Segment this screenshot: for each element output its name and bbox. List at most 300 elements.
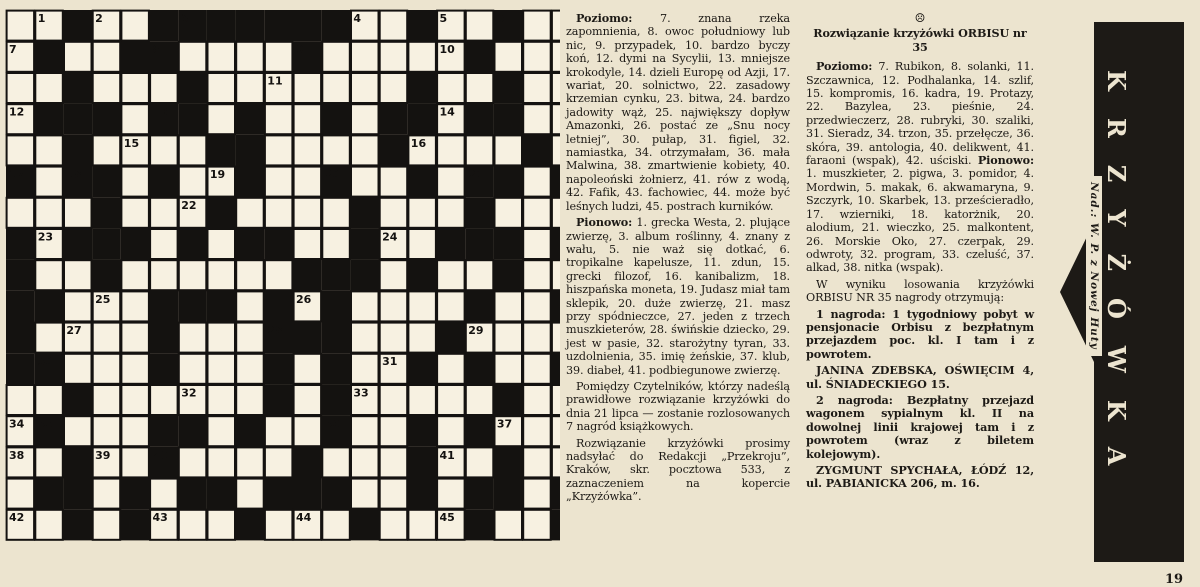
grid-cell[interactable] xyxy=(150,385,178,415)
black-cell xyxy=(63,509,92,540)
grid-cell[interactable] xyxy=(437,416,465,446)
black-cell xyxy=(494,260,523,291)
grid-cell[interactable] xyxy=(64,260,92,290)
grid-cell[interactable] xyxy=(121,354,148,384)
black-cell xyxy=(322,10,351,41)
black-cell xyxy=(494,447,523,478)
grid-cell[interactable] xyxy=(322,135,350,165)
grid-cell[interactable] xyxy=(93,73,121,103)
black-cell xyxy=(207,197,236,228)
grid-cell[interactable] xyxy=(35,510,63,540)
grid-cell[interactable] xyxy=(236,447,264,477)
crossword-grid xyxy=(0,0,560,584)
grid-cell[interactable] xyxy=(466,73,494,103)
grid-cell[interactable] xyxy=(552,416,560,446)
black-cell xyxy=(121,478,150,509)
grid-cell[interactable] xyxy=(121,291,148,321)
grid-cell[interactable] xyxy=(121,416,148,446)
black-cell xyxy=(63,384,92,415)
grid-cell[interactable] xyxy=(495,323,523,353)
black-cell xyxy=(236,104,265,135)
grid-cell[interactable] xyxy=(495,135,523,165)
grid-cell[interactable] xyxy=(7,479,34,509)
grid-cell[interactable] xyxy=(93,354,121,384)
clue-number: 24 xyxy=(382,230,398,244)
clue-number: 28 xyxy=(267,324,283,337)
black-cell xyxy=(408,260,437,291)
winner-2: ZYGMUNT SPYCHAŁA, ŁÓDŹ 12, ul. PABIANICKA 206, m. 16. xyxy=(806,463,1034,491)
grid-cell[interactable] xyxy=(179,323,207,353)
black-cell xyxy=(35,291,64,322)
grid-cell[interactable] xyxy=(351,291,379,321)
grid-cell[interactable] xyxy=(523,104,551,134)
black-cell xyxy=(63,447,92,478)
black-cell xyxy=(236,228,265,259)
black-cell xyxy=(350,509,379,540)
grid-cell[interactable] xyxy=(93,385,121,415)
grid-cell[interactable] xyxy=(466,260,494,290)
clue-number: 42 xyxy=(9,511,25,525)
black-cell xyxy=(494,478,523,509)
grid-cell[interactable] xyxy=(552,104,560,134)
across-label: Poziomo: xyxy=(576,11,633,25)
grid-cell[interactable] xyxy=(7,198,34,228)
grid-cell[interactable] xyxy=(380,198,408,228)
grid-cell[interactable] xyxy=(523,260,551,290)
grid-cell[interactable] xyxy=(150,73,178,103)
black-cell xyxy=(465,41,494,72)
clue-number: 4 xyxy=(353,12,362,25)
grid-cell[interactable] xyxy=(208,260,236,290)
grid-cell[interactable] xyxy=(437,73,465,103)
grid-cell[interactable] xyxy=(121,385,148,415)
grid-cell[interactable] xyxy=(93,135,121,165)
black-cell xyxy=(236,416,265,447)
grid-cell[interactable] xyxy=(380,42,408,72)
grid-cell[interactable] xyxy=(294,385,322,415)
grid-cell[interactable] xyxy=(236,323,264,353)
grid-cell[interactable] xyxy=(150,260,178,290)
grid-cell[interactable] xyxy=(437,479,465,509)
grid-cell[interactable] xyxy=(236,73,264,103)
clue-number: 7 xyxy=(9,43,17,57)
clue-number: 19 xyxy=(209,168,226,181)
grid-cell[interactable] xyxy=(179,167,207,197)
black-cell xyxy=(178,104,207,135)
clue-number: 12 xyxy=(9,105,25,119)
black-cell xyxy=(379,104,408,135)
clue-number: 22 xyxy=(181,199,197,213)
grid-cell[interactable] xyxy=(121,198,148,228)
grid-cell[interactable] xyxy=(179,135,207,165)
grid-cell[interactable] xyxy=(121,447,148,477)
black-cell xyxy=(408,104,437,135)
grid-cell[interactable] xyxy=(236,479,264,509)
grid-cell[interactable] xyxy=(294,229,322,259)
grid-cell[interactable] xyxy=(322,447,350,477)
grid-cell[interactable] xyxy=(380,11,408,41)
grid-cell[interactable] xyxy=(35,198,63,228)
grid-cell[interactable] xyxy=(35,73,63,103)
grid-cell[interactable] xyxy=(265,416,293,446)
grid-cell[interactable] xyxy=(121,323,148,353)
grid-cell[interactable] xyxy=(35,385,63,415)
grid-cell[interactable] xyxy=(380,167,408,197)
black-cell xyxy=(408,72,437,103)
black-cell xyxy=(63,135,92,166)
black-cell xyxy=(293,447,322,478)
grid-cell[interactable] xyxy=(121,73,148,103)
grid-cell[interactable] xyxy=(265,42,293,72)
clue-number: 44 xyxy=(296,511,312,525)
grid-cell[interactable] xyxy=(294,416,322,446)
grid-cell[interactable] xyxy=(552,323,560,353)
grid-cell[interactable] xyxy=(408,42,436,72)
grid-cell[interactable] xyxy=(150,198,178,228)
grid-cell[interactable] xyxy=(380,291,408,321)
grid-cell[interactable] xyxy=(294,135,322,165)
grid-cell[interactable] xyxy=(351,447,379,477)
grid-cell[interactable] xyxy=(351,354,379,384)
black-cell xyxy=(92,166,121,197)
grid-cell[interactable] xyxy=(294,73,322,103)
grid-cell[interactable] xyxy=(322,42,350,72)
grid-cell[interactable] xyxy=(552,447,560,477)
grid-cell[interactable] xyxy=(294,198,322,228)
black-cell xyxy=(236,166,265,197)
grid-cell[interactable] xyxy=(322,510,350,540)
grid-cell[interactable] xyxy=(64,291,92,321)
clue-number: 31 xyxy=(382,355,398,369)
clue-number: 38 xyxy=(9,448,25,462)
grid-cell[interactable] xyxy=(437,135,465,165)
grid-cell[interactable] xyxy=(265,510,293,540)
black-cell xyxy=(523,135,552,166)
grid-cell[interactable] xyxy=(380,479,408,509)
grid-cell[interactable] xyxy=(179,510,207,540)
black-cell xyxy=(121,228,150,259)
black-cell xyxy=(408,10,437,41)
grid-cell[interactable] xyxy=(351,42,379,72)
grid-cell[interactable] xyxy=(495,42,523,72)
grid-cell[interactable] xyxy=(466,447,494,477)
grid-cell[interactable] xyxy=(294,354,322,384)
grid-cell[interactable] xyxy=(265,198,293,228)
grid-cell[interactable] xyxy=(208,42,236,72)
grid-cell[interactable] xyxy=(552,198,560,228)
grid-cell[interactable] xyxy=(495,291,523,321)
grid-cell[interactable] xyxy=(523,323,551,353)
grid-cell[interactable] xyxy=(380,323,408,353)
banner-author: Nad.: W. P. z Nowej Huty xyxy=(1086,176,1102,356)
grid-cell[interactable] xyxy=(552,73,560,103)
grid-cell[interactable] xyxy=(351,104,379,134)
black-cell xyxy=(551,509,560,540)
grid-cell[interactable] xyxy=(121,11,148,41)
grid-cell[interactable] xyxy=(93,479,121,509)
clue-number: 26 xyxy=(296,292,312,306)
black-cell xyxy=(408,166,437,197)
banner-title: KRZYŻÓWKA xyxy=(1102,70,1131,493)
grid-cell[interactable] xyxy=(150,479,178,509)
black-cell xyxy=(63,228,92,259)
grid-cell[interactable] xyxy=(523,385,551,415)
clue-number: 9 xyxy=(296,43,304,57)
black-cell xyxy=(63,104,92,135)
clue-number: 32 xyxy=(181,386,197,400)
black-cell xyxy=(150,10,179,41)
clue-number: 18 xyxy=(66,168,82,181)
clue-number: 34 xyxy=(9,417,25,431)
black-cell xyxy=(551,478,560,509)
grid-cell[interactable] xyxy=(523,198,551,228)
black-cell xyxy=(264,384,293,415)
grid-cell[interactable] xyxy=(322,229,350,259)
grid-cell[interactable] xyxy=(208,354,236,384)
grid-cell[interactable] xyxy=(351,73,379,103)
black-cell xyxy=(494,72,523,103)
black-cell xyxy=(437,322,466,353)
black-cell xyxy=(63,72,92,103)
clue-number: 14 xyxy=(439,105,455,119)
clue-number: 35 xyxy=(37,417,54,431)
black-cell xyxy=(465,478,494,509)
grid-cell[interactable] xyxy=(523,42,551,72)
grid-cell[interactable] xyxy=(93,510,121,540)
grid-cell[interactable] xyxy=(236,42,264,72)
grid-cell[interactable] xyxy=(495,354,523,384)
grid-cell[interactable] xyxy=(208,416,236,446)
grid-cell[interactable] xyxy=(523,354,551,384)
grid-cell[interactable] xyxy=(236,354,264,384)
grid-cell[interactable] xyxy=(236,291,264,321)
solution-title: Rozwiązanie krzyżówki ORBISU nr 35 xyxy=(813,26,1027,54)
grid-cell[interactable] xyxy=(236,260,264,290)
grid-cell[interactable] xyxy=(380,385,408,415)
grid-cell[interactable] xyxy=(179,260,207,290)
black-cell xyxy=(437,228,466,259)
grid-cell[interactable] xyxy=(437,385,465,415)
black-cell xyxy=(207,10,236,41)
black-cell xyxy=(350,228,379,259)
grid-cell[interactable] xyxy=(265,104,293,134)
grid-cell[interactable] xyxy=(64,416,92,446)
grid-cell[interactable] xyxy=(380,416,408,446)
grid-cell[interactable] xyxy=(322,73,350,103)
grid-cell[interactable] xyxy=(437,291,465,321)
grid-cell[interactable] xyxy=(466,135,494,165)
black-cell xyxy=(494,384,523,415)
black-cell xyxy=(178,228,207,259)
grid-cell[interactable] xyxy=(265,167,293,197)
clue-number: 41 xyxy=(439,448,455,462)
grid-cell[interactable] xyxy=(380,260,408,290)
clue-number: 11 xyxy=(267,74,283,88)
grid-cell[interactable] xyxy=(150,229,178,259)
grid-cell[interactable] xyxy=(150,135,178,165)
grid-cell[interactable] xyxy=(265,135,293,165)
grid-cell[interactable] xyxy=(265,260,293,290)
clue-number: 43 xyxy=(152,511,168,525)
grid-cell[interactable] xyxy=(523,229,551,259)
grid-cell[interactable] xyxy=(294,104,322,134)
grid-cell[interactable] xyxy=(523,447,551,477)
grid-cell[interactable] xyxy=(121,104,148,134)
black-cell xyxy=(207,135,236,166)
grid-cell[interactable] xyxy=(552,260,560,290)
grid-cell[interactable] xyxy=(64,354,92,384)
grid-cell[interactable] xyxy=(523,73,551,103)
grid-cell[interactable] xyxy=(552,135,560,165)
grid-cell[interactable] xyxy=(466,11,494,41)
grid-cell[interactable] xyxy=(380,510,408,540)
black-cell xyxy=(322,291,351,322)
black-cell xyxy=(465,509,494,540)
grid-cell[interactable] xyxy=(380,447,408,477)
grid-cell[interactable] xyxy=(35,135,63,165)
grid-cell[interactable] xyxy=(495,510,523,540)
grid-cell[interactable] xyxy=(265,447,293,477)
solution-down-label: Pionowo: xyxy=(977,153,1034,168)
grid-cell[interactable] xyxy=(121,167,148,197)
grid-cell[interactable] xyxy=(64,42,92,72)
grid-cell[interactable] xyxy=(7,385,34,415)
grid-cell[interactable] xyxy=(7,11,34,41)
grid-cell[interactable] xyxy=(408,198,436,228)
grid-cell[interactable] xyxy=(523,11,551,41)
grid-cell[interactable] xyxy=(495,198,523,228)
black-cell xyxy=(465,104,494,135)
emblem-icon: ☹ xyxy=(914,11,926,25)
prize-2: 2 nagroda: Bezpłatny przejazd wagonem sypialnym kl. II na dowolnej linii krajowej tam i z powrotem (wraz z biletem kolejowym). xyxy=(806,392,1034,461)
grid-cell[interactable] xyxy=(208,447,236,477)
grid-cell[interactable] xyxy=(7,73,34,103)
grid-cell[interactable] xyxy=(466,385,494,415)
clue-number: 39 xyxy=(95,448,111,462)
clue-number: 29 xyxy=(468,324,484,337)
page-number: 19 xyxy=(1165,572,1184,587)
grid-cell[interactable] xyxy=(322,198,350,228)
grid-cell[interactable] xyxy=(7,135,34,165)
grid-cell[interactable] xyxy=(552,42,560,72)
grid-cell[interactable] xyxy=(35,323,63,353)
grid-cell[interactable] xyxy=(523,416,551,446)
black-cell xyxy=(178,416,207,447)
grid-cell[interactable] xyxy=(208,323,236,353)
grid-cell[interactable] xyxy=(35,167,63,197)
clue-number: 37 xyxy=(496,417,513,431)
grid-cell[interactable] xyxy=(179,42,207,72)
grid-cell[interactable] xyxy=(523,167,551,197)
grid-cell[interactable] xyxy=(437,167,465,197)
contest-info: Pomiędzy Czytelników, którzy nadeślą prawidłowe rozwiązanie krzyżówki do dnia 21 lipca — zostanie rozlosowanych 7 nagród książkowych. xyxy=(566,379,790,434)
grid-cell[interactable] xyxy=(408,229,436,259)
clue-number: 6 xyxy=(496,12,505,25)
black-cell xyxy=(264,228,293,259)
solution-column xyxy=(806,12,1034,494)
grid-cell[interactable] xyxy=(208,104,236,134)
black-cell xyxy=(379,135,408,166)
black-cell xyxy=(264,353,293,384)
clue-number: 45 xyxy=(439,511,455,525)
grid-cell[interactable] xyxy=(208,510,236,540)
clues-column xyxy=(566,12,790,507)
clue-number: 13 xyxy=(152,105,168,119)
black-cell xyxy=(322,260,351,291)
black-cell xyxy=(551,166,560,197)
grid-cell[interactable] xyxy=(408,291,436,321)
grid-cell[interactable] xyxy=(351,416,379,446)
black-cell xyxy=(293,260,322,291)
grid-cell[interactable] xyxy=(437,198,465,228)
black-cell xyxy=(322,478,351,509)
black-cell xyxy=(150,353,179,384)
across-clues: 7. znana rzeka zapomnienia, 8. owoc południowy lub nic, 9. przypadek, 10. bardzo byczy koń, 12. dymi na Sycylii, 13. mniejsze krokodyle, 14. dzieli Europę od Azji, 17. wariat, 20. solnictwo, 22. zasadowy krzemian cynku, 23. bitwa, 24. bardzo jadowity wąż, 25. największy dopływ Amazonki, 26. postać ze „Snu nocy letniej”, 30. pułap, 31. figiel, 32. namiastka, 34. otrzymałam, 36. mała Malwina, 38. zmartwienie kobiety, 40. napoleoński żołnierz, 41. rów z wodą, 42. Fafik, 43. fachowiec, 44. może być leśnych ludzi, 45. postrach kurników. xyxy=(566,12,790,213)
black-cell xyxy=(551,228,560,259)
black-cell xyxy=(178,478,207,509)
grid-cell[interactable] xyxy=(35,260,63,290)
grid-cell[interactable] xyxy=(208,385,236,415)
black-cell xyxy=(322,322,351,353)
grid-cell[interactable] xyxy=(523,291,551,321)
black-cell xyxy=(494,104,523,135)
clue-number: 2 xyxy=(95,12,103,25)
grid-cell[interactable] xyxy=(236,385,264,415)
grid-cell[interactable] xyxy=(208,73,236,103)
black-cell xyxy=(264,478,293,509)
grid-cell[interactable] xyxy=(93,323,121,353)
grid-cell[interactable] xyxy=(35,447,63,477)
grid-cell[interactable] xyxy=(552,11,560,41)
grid-cell[interactable] xyxy=(208,229,236,259)
grid-cell[interactable] xyxy=(121,260,148,290)
grid-cell[interactable] xyxy=(408,323,436,353)
clue-number: 33 xyxy=(353,386,369,400)
grid-cell[interactable] xyxy=(93,42,121,72)
grid-cell[interactable] xyxy=(351,479,379,509)
black-cell xyxy=(293,322,322,353)
clue-number: 1 xyxy=(37,12,46,25)
black-cell xyxy=(6,353,35,384)
grid-cell[interactable] xyxy=(437,260,465,290)
clue-number: 15 xyxy=(123,136,140,150)
grid-cell[interactable] xyxy=(523,510,551,540)
grid-cell[interactable] xyxy=(64,198,92,228)
grid-cell[interactable] xyxy=(351,167,379,197)
grid-cell[interactable] xyxy=(408,385,436,415)
clue-number: 40 xyxy=(152,448,168,462)
grid-cell[interactable] xyxy=(380,73,408,103)
grid-cell[interactable] xyxy=(351,135,379,165)
black-cell xyxy=(293,478,322,509)
grid-cell[interactable] xyxy=(408,510,436,540)
grid-cell[interactable] xyxy=(437,354,465,384)
grid-cell[interactable] xyxy=(179,354,207,384)
black-cell xyxy=(63,10,92,41)
black-cell xyxy=(350,197,379,228)
grid-cell[interactable] xyxy=(93,416,121,446)
clue-number: 8 xyxy=(152,43,161,57)
grid-cell[interactable] xyxy=(179,447,207,477)
grid-cell[interactable] xyxy=(294,167,322,197)
black-cell xyxy=(494,166,523,197)
grid-cell[interactable] xyxy=(523,479,551,509)
down-clues: 1. grecka Westa, 2. plujące zwierzę, 3. album roślinny, 4. znany z wału, 5. nie waż się dotkać, 6. tropikalne kapelusze, 11. zdun, 15. grecki filozof, 16. kanibalizm, 18. hiszpańska moneta, 19. Judasz miał tam sklepik, 20. duże zwierzę, 21. masz przy spódnieczce, 27. jeden z trzech muszkieterów, 28. świńskie dziecko, 29. jest w pasie, 32. starożytny tyran, 33. uzdolnienia, 35. imię żeńskie, 37. klub, 39. diabeł, 41. podbiegunowe zwierzę. xyxy=(566,216,790,377)
grid-cell[interactable] xyxy=(552,385,560,415)
grid-cell[interactable] xyxy=(236,198,264,228)
grid-cell[interactable] xyxy=(351,323,379,353)
clue-number: 25 xyxy=(95,292,111,306)
